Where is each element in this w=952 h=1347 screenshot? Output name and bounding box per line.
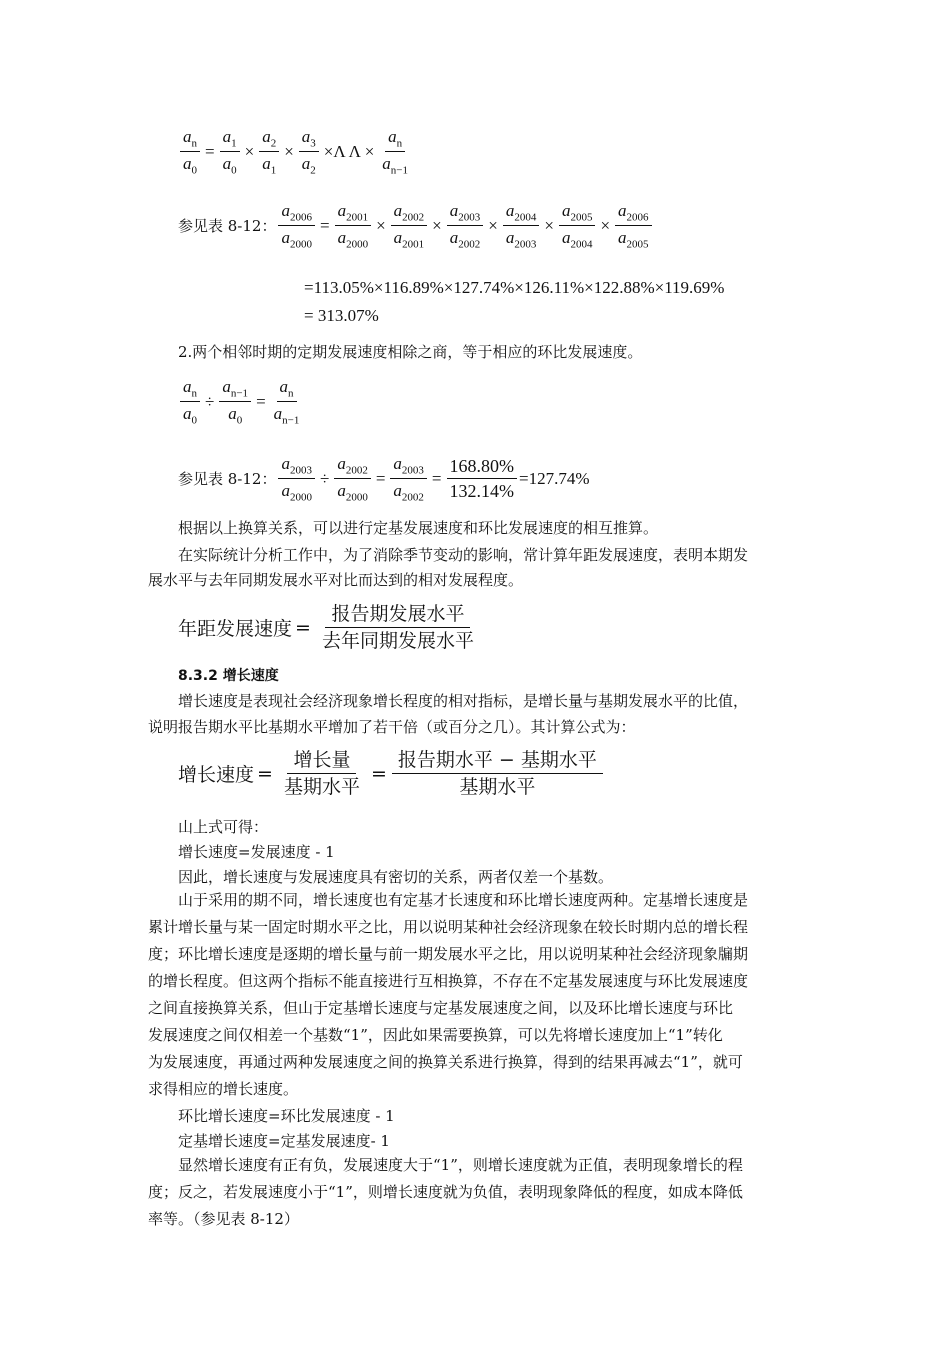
fraction-term-2: $\frac{a_{2002}}{a_{2001}}$	[391, 202, 428, 251]
fraction-an1-a0: $\frac{a_{n-1}}{a_0}$	[219, 378, 251, 427]
paragraph-conversion: 根据以上换算关系，可以进行定基发展速度和环比发展速度的相互推算。	[178, 519, 659, 537]
paragraph-line: 显然增长速度有正有负，发展速度大于“1”，则增长速度就为正值，表明现象增长的程	[178, 1156, 743, 1174]
formula-growth-rate: 增长速度 = $\frac{\text{增长量}}{\text{基期水平}}$ = $\frac{\text{报告期水平 − 基期水平}}{\text{基期水平}}$	[178, 750, 605, 798]
text-relation: 因此，增长速度与发展速度具有密切的关系，两者仅差一个基数。	[178, 868, 614, 886]
example-1-result-line-1: =113.05%×116.89%×127.74%×126.11%×122.88%×119.69%	[304, 278, 725, 297]
paragraph-growth-rate-1: 增长速度是表现社会经济现象增长程度的相对指标，是增长量与基期发展水平的比值，	[178, 692, 749, 710]
paragraph-line: 的增长程度。但这两个指标不能直接进行互相换算，不存在不定基发展速度与环比发展速度	[148, 972, 749, 990]
fraction-report-over-last-year: $\frac{\text{报告期发展水平}}{\text{去年同期发展水平}}$	[321, 603, 474, 652]
fraction-a3-a2: $\frac{a_3}{a_2}$	[299, 128, 319, 177]
example-1-result-line-2: = 313.07%	[304, 306, 379, 325]
rule-2-text: 2.两个相邻时期的定期发展速度相除之商，等于相应的环比发展速度。	[178, 343, 643, 361]
section-heading: 8.3.2 增长速度	[178, 668, 279, 684]
fraction-a2-a1: $\frac{a_2}{a_1}$	[259, 128, 279, 177]
formula-quotient: $\frac{a_n}{a_0}$ ÷ $\frac{a_{n-1}}{a_0}$ = $\frac{a_n}{a_{n-1}}$	[178, 378, 304, 427]
fraction-diff-over-base: $\frac{\text{报告期水平 − 基期水平}}{\text{基期水平}}$	[392, 750, 603, 798]
paragraph-positive-negative	[148, 1152, 818, 1233]
fraction-2006-2000: $\frac{a_{2006}}{a_{2000}}$	[278, 202, 315, 251]
paragraph-line: 山于采用的期不同，增长速度也有定基才长速度和环比增长速度两种。定基增长速度是	[178, 891, 749, 909]
fraction-an-an1: $\frac{a_n}{a_{n-1}}$	[382, 127, 409, 177]
text-derivation: 山上式可得：	[178, 818, 269, 836]
text-chain-growth-formula: 环比增长速度=环比发展速度 - 1	[178, 1107, 395, 1125]
paragraph-line: 度；环比增长速度是逐期的增长量与前一期发展水平之比，用以说明某种社会经济现象牖期	[148, 945, 749, 963]
paragraph-fixed-vs-chain	[148, 887, 818, 1103]
fraction-2002-2000: $\frac{a_{2002}}{a_{2000}}$	[334, 455, 371, 504]
fraction-term-4: $\frac{a_{2004}}{a_{2003}}$	[503, 202, 540, 251]
paragraph-line: 率等。（参见表 8-12）	[148, 1210, 299, 1228]
paragraph-line: 为发展速度，再通过两种发展速度之间的换算关系进行换算，得到的结果再减去“1”，就可	[148, 1053, 743, 1071]
paragraph-line: 之间直接换算关系，但山于定基增长速度与定基发展速度之间，以及环比增长速度与环比	[148, 999, 734, 1017]
paragraph-growth-rate-2: 说明报告期水平比基期水平增加了若干倍（或百分之几）。其计算公式为：	[148, 718, 636, 736]
fraction-term-1: $\frac{a_{2001}}{a_{2000}}$	[335, 202, 372, 251]
example-2-formula: 参见表 8-12： $\frac{a_{2003}}{a_{2000}}$ ÷ $\frac{a_{2002}}{a_{2000}}$ = $\frac{a_{2003}}{a_{2002}}$ = $\frac{168.80\%}{132.14\%}$ =127.74%	[178, 454, 590, 504]
fraction-2003-2002: $\frac{a_{2003}}{a_{2002}}$	[390, 455, 427, 504]
paragraph-line: 发展速度之间仅相差一个基数“1”，因此如果需要换算，可以先将增长速度加上“1”转化	[148, 1026, 723, 1044]
text-fixed-growth-formula: 定基增长速度=定基发展速度- 1	[178, 1132, 390, 1150]
paragraph-line: 度；反之，若发展速度小于“1”，则增长速度就为负值，表明现象降低的程度，如成本降低	[148, 1183, 743, 1201]
paragraph-line: 求得相应的增长速度。	[148, 1080, 299, 1098]
paragraph-year-on-year-1: 在实际统计分析工作中，为了消除季节变动的影响，常计算年距发展速度，表明本期发	[178, 546, 749, 564]
formula-chain-product: $\frac{a_n}{a_0}$ = $\frac{a_1}{a_0}$ × $\frac{a_2}{a_1}$ × $\frac{a_3}{a_2}$ ×Λ Λ × $\frac{a_n}{a_{n-1}}$	[178, 128, 413, 177]
fraction-growth-over-base: $\frac{\text{增长量}}{\text{基期水平}}$	[283, 749, 360, 798]
fraction-2003-2000: $\frac{a_{2003}}{a_{2000}}$	[278, 455, 315, 504]
fraction-percent: $\frac{168.80\%}{132.14\%}$	[447, 457, 518, 503]
fraction-term-5: $\frac{a_{2005}}{a_{2004}}$	[559, 202, 596, 251]
fraction-an-an1-2: $\frac{a_n}{a_{n-1}}$	[273, 377, 300, 427]
fraction-a1-a0: $\frac{a_1}{a_0}$	[220, 128, 240, 177]
example-2-result: =127.74%	[519, 469, 590, 489]
paragraph-year-on-year-2: 展水平与去年同期发展水平对比而达到的相对发展程度。	[148, 571, 524, 589]
fraction-an-a0: $\frac{a_n}{a_0}$	[180, 128, 200, 177]
text-growth-formula: 增长速度=发展速度 - 1	[178, 843, 335, 861]
example-1-formula: 参见表 8-12： $\frac{a_{2006}}{a_{2000}}$ = $\frac{a_{2001}}{a_{2000}}$ × $\frac{a_{2002}}{a_{2001}}$ × $\frac{a_{2003}}{a_{2002}}$ × $\frac{a_{2004}}{a_{2003}}$ × $\frac{a_{2005}}{a_{2004}}$ × $\frac{a_{2006}}{a_{2005}}$	[178, 202, 654, 251]
paragraph-line: 累计增长量与某一固定时期水平之比，用以说明某种社会经济现象在较长时期内总的增长程	[148, 918, 749, 936]
fraction-term-6: $\frac{a_{2006}}{a_{2005}}$	[615, 202, 652, 251]
fraction-an-a0-2: $\frac{a_n}{a_0}$	[180, 378, 200, 427]
formula-year-on-year: 年距发展速度 = $\frac{\text{报告期发展水平}}{\text{去年同期发展水平}}$	[178, 604, 482, 652]
fraction-term-3: $\frac{a_{2003}}{a_{2002}}$	[447, 202, 484, 251]
